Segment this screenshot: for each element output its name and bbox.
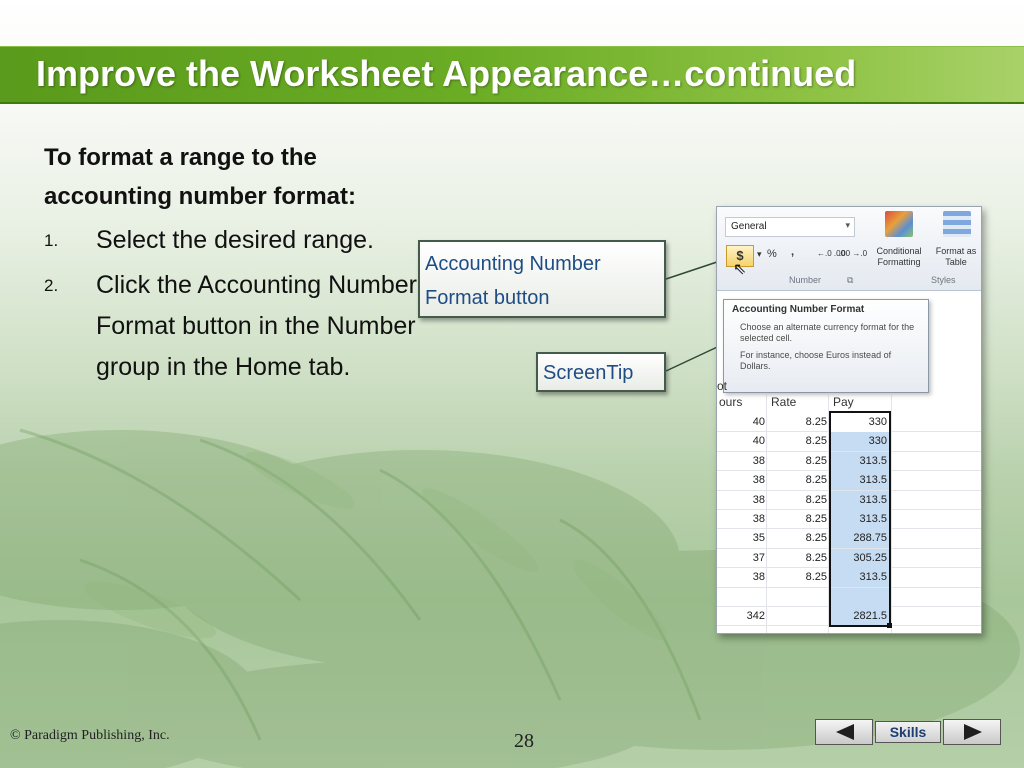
column-header-hours: ours: [719, 395, 743, 409]
dialog-launcher-icon[interactable]: ⧉: [847, 275, 854, 285]
cell-rate[interactable]: 8.25: [805, 493, 827, 506]
format-as-table-label[interactable]: Format as Table: [935, 246, 977, 267]
cell-rate[interactable]: 8.25: [805, 435, 827, 448]
step-item-2: [44, 265, 444, 388]
cell-rate[interactable]: 8.25: [805, 551, 827, 564]
cell-pay[interactable]: 305.25: [831, 549, 889, 568]
cell-pay[interactable]: 330: [831, 413, 889, 432]
accounting-button-callout: Accounting Number Format button: [418, 240, 666, 318]
number-group-label: Number: [789, 275, 822, 285]
cell-pay[interactable]: 313.5: [831, 568, 889, 587]
cell-hours[interactable]: 38: [752, 493, 765, 506]
instruction-heading: To format a range to the accounting number format:: [44, 144, 357, 210]
number-format-value: General: [731, 221, 767, 232]
cell-rate[interactable]: 8.25: [805, 416, 827, 428]
tooltip-example: For instance, choose Euros instead of Dollars.: [740, 350, 892, 371]
cell-hours[interactable]: 38: [752, 474, 765, 487]
styles-group-label: Styles: [931, 275, 956, 285]
cell-pay[interactable]: 2821.5: [831, 607, 889, 626]
next-slide-button[interactable]: [943, 719, 1001, 745]
slide-navigation: [815, 719, 1001, 745]
step-number: 2.: [44, 276, 59, 295]
cell-pay[interactable]: 288.75: [831, 529, 889, 548]
cell-rate[interactable]: 8.25: [805, 532, 827, 545]
format-as-table-icon[interactable]: [943, 211, 971, 237]
currency-symbol: $: [736, 248, 744, 263]
screentip-callout: ScreenTip: [536, 352, 666, 392]
arrow-right-icon: [964, 724, 982, 740]
fill-handle[interactable]: [887, 623, 892, 628]
copyright-notice: © Paradigm Publishing, Inc.: [10, 728, 170, 743]
chevron-down-icon: ▾: [845, 220, 850, 230]
tooltip-description: Choose an alternate currency format for the selected cell.: [740, 322, 915, 343]
cell-hours[interactable]: 37: [752, 551, 765, 564]
cell-pay[interactable]: 313.5: [831, 471, 889, 490]
screentip-tooltip: [723, 299, 929, 393]
number-format-dropdown[interactable]: [725, 217, 855, 237]
column-header-pay: Pay: [833, 395, 854, 409]
comma-style-button[interactable]: ,: [791, 246, 795, 258]
cell-pay[interactable]: 330: [831, 432, 889, 451]
conditional-formatting-label[interactable]: Conditional Formatting: [876, 246, 922, 267]
slide-body: [44, 138, 444, 388]
cell-pay[interactable]: 313.5: [831, 510, 889, 529]
cell-hours[interactable]: 342: [746, 609, 765, 622]
column-header-rate: Rate: [771, 395, 797, 409]
previous-slide-button[interactable]: [815, 719, 873, 745]
cell-hours[interactable]: 40: [752, 416, 765, 428]
excel-screenshot: [716, 206, 982, 634]
step-text: Click the Accounting Number Format button in the Number group in the Home tab.: [96, 271, 417, 381]
increase-decimal-button[interactable]: ←.0 .00: [817, 249, 846, 258]
step-number: 1.: [44, 231, 59, 250]
cell-rate[interactable]: 8.25: [805, 571, 827, 584]
skills-button[interactable]: Skills: [875, 721, 941, 743]
step-item-1: [44, 220, 444, 261]
tooltip-title: Accounting Number Format: [732, 304, 865, 315]
dropdown-arrow-icon: ▾: [757, 249, 762, 259]
cell-rate[interactable]: 8.25: [805, 512, 827, 525]
conditional-formatting-icon[interactable]: [885, 211, 913, 237]
column-fragment: ot: [717, 379, 728, 393]
cell-hours[interactable]: 38: [752, 571, 765, 584]
cell-rate[interactable]: 8.25: [805, 454, 827, 467]
cell-hours[interactable]: 40: [752, 435, 765, 448]
page-number: 28: [514, 730, 534, 752]
cell-pay[interactable]: 313.5: [831, 491, 889, 510]
slide-title: Improve the Worksheet Appearance…continued: [36, 53, 857, 94]
mouse-pointer-icon: ⇖: [733, 261, 747, 278]
decrease-decimal-button[interactable]: .00 →.0: [839, 249, 868, 258]
percent-style-button[interactable]: %: [767, 248, 777, 260]
excel-ribbon: [717, 207, 982, 291]
cell-rate[interactable]: 8.25: [805, 474, 827, 487]
arrow-left-icon: [836, 724, 854, 740]
cell-pay[interactable]: 313.5: [831, 452, 889, 471]
step-text: Select the desired range.: [96, 226, 374, 254]
cell-hours[interactable]: 35: [752, 532, 765, 545]
cell-hours[interactable]: 38: [752, 454, 765, 467]
cell-hours[interactable]: 38: [752, 512, 765, 525]
selection-range-border: [829, 411, 891, 627]
